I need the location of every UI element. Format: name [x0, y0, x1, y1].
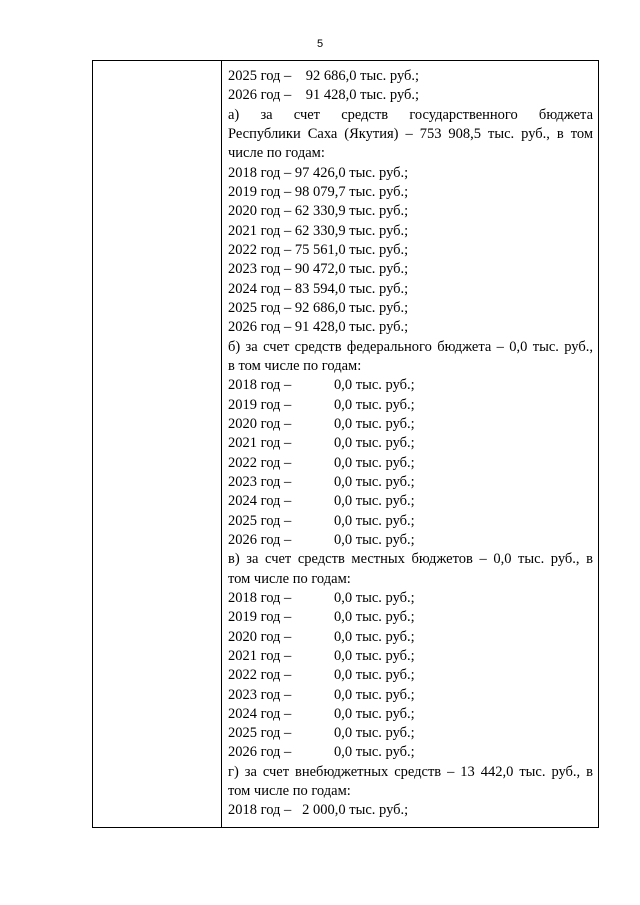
amount-value: 0,0 тыс. руб.;: [334, 589, 415, 606]
section-v-2018: [228, 589, 593, 608]
amount-value: 2 000,0 тыс. руб.;: [302, 802, 409, 819]
table-left-cell: [93, 61, 222, 827]
section-b-2018: [228, 376, 593, 395]
section-v-2019: [228, 608, 593, 627]
section-v-2021: [228, 647, 593, 666]
section-b-2021: [228, 434, 593, 453]
section-b-2022: [228, 454, 593, 473]
year-label: 2025 год –: [228, 512, 292, 529]
section-v-2026: [228, 743, 593, 762]
year-label: 2022 год –: [228, 667, 292, 684]
amount-value: 92 686,0 тыс. руб.;: [305, 68, 420, 84]
year-label: 2020 год –: [228, 628, 292, 645]
section-v-2020: [228, 628, 593, 647]
year-label: 2024 год –: [228, 493, 292, 510]
amount-value: 91 428,0 тыс. руб.;: [305, 87, 420, 104]
section-v-2022: [228, 666, 593, 685]
total-2025-line: [228, 67, 593, 86]
section-a-2022: 2022 год – 75 561,0 тыс. руб.;: [228, 241, 409, 258]
page-number: 5: [316, 38, 324, 50]
section-g-2018: [228, 801, 593, 820]
year-label: 2018 год –: [228, 377, 292, 394]
amount-value: 0,0 тыс. руб.;: [334, 415, 415, 432]
year-label: 2025 год –: [228, 68, 292, 84]
amount-value: 0,0 тыс. руб.;: [334, 686, 415, 703]
year-label: 2023 год –: [228, 686, 292, 703]
amount-value: 0,0 тыс. руб.;: [334, 705, 415, 722]
year-label: 2019 год –: [228, 609, 292, 626]
section-a-heading-line1: а) за счет средств государственного бюджета: [228, 106, 593, 123]
amount-value: 0,0 тыс. руб.;: [334, 454, 415, 471]
amount-value: 0,0 тыс. руб.;: [334, 744, 415, 761]
section-v-heading-line2: том числе по годам:: [228, 570, 351, 587]
year-label: 2025 год –: [228, 725, 292, 742]
year-label: 2023 год –: [228, 473, 292, 490]
section-b-2026: [228, 531, 593, 550]
year-label: 2026 год –: [228, 744, 292, 761]
section-b-2023: [228, 473, 593, 492]
year-label: 2026 год –: [228, 87, 292, 104]
section-b-2019: [228, 396, 593, 415]
year-label: 2026 год –: [228, 531, 292, 548]
section-g-heading-line1: г) за счет внебюджетных средств – 13 442,0 тыс. руб., в: [228, 763, 593, 780]
total-2026-line: [228, 86, 593, 105]
section-a-heading-line2: Республики Саха (Якутия) – 753 908,5 тыс. руб., в том: [228, 125, 593, 142]
content-table: [92, 60, 599, 828]
section-a-2021: 2021 год – 62 330,9 тыс. руб.;: [228, 222, 409, 239]
amount-value: 0,0 тыс. руб.;: [334, 435, 415, 452]
table-right-cell: [223, 61, 598, 821]
section-a-2018: 2018 год – 97 426,0 тыс. руб.;: [228, 164, 409, 181]
year-label: 2022 год –: [228, 454, 292, 471]
section-g-heading-line2: том числе по годам:: [228, 783, 351, 800]
year-label: 2018 год –: [228, 802, 292, 819]
section-a-2025: 2025 год – 92 686,0 тыс. руб.;: [228, 299, 409, 316]
amount-value: 0,0 тыс. руб.;: [334, 647, 415, 664]
section-b-2020: [228, 415, 593, 434]
year-label: 2018 год –: [228, 589, 292, 606]
section-b-2024: [228, 492, 593, 511]
section-v-heading-line1: в) за счет средств местных бюджетов – 0,0 тыс. руб., в: [228, 551, 593, 568]
year-label: 2021 год –: [228, 435, 292, 452]
amount-value: 0,0 тыс. руб.;: [334, 725, 415, 742]
section-b-heading-line2: в том числе по годам:: [228, 357, 362, 374]
year-label: 2019 год –: [228, 396, 292, 413]
amount-value: 0,0 тыс. руб.;: [334, 628, 415, 645]
amount-value: 0,0 тыс. руб.;: [334, 512, 415, 529]
amount-value: 0,0 тыс. руб.;: [334, 493, 415, 510]
section-a-2020: 2020 год – 62 330,9 тыс. руб.;: [228, 203, 409, 220]
amount-value: 0,0 тыс. руб.;: [334, 609, 415, 626]
section-v-2025: [228, 724, 593, 743]
section-v-2023: [228, 686, 593, 705]
amount-value: 0,0 тыс. руб.;: [334, 473, 415, 490]
year-label: 2021 год –: [228, 647, 292, 664]
year-label: 2024 год –: [228, 705, 292, 722]
year-label: 2020 год –: [228, 415, 292, 432]
section-v-2024: [228, 705, 593, 724]
section-a-heading-line3: числе по годам:: [228, 145, 325, 162]
amount-value: 0,0 тыс. руб.;: [334, 531, 415, 548]
section-a-2019: 2019 год – 98 079,7 тыс. руб.;: [228, 183, 409, 200]
amount-value: 0,0 тыс. руб.;: [334, 396, 415, 413]
section-b-heading-line1: б) за счет средств федерального бюджета – 0,0 тыс. руб.,: [228, 338, 593, 355]
section-a-2024: 2024 год – 83 594,0 тыс. руб.;: [228, 280, 409, 297]
section-a-2023: 2023 год – 90 472,0 тыс. руб.;: [228, 261, 409, 278]
section-a-2026: 2026 год – 91 428,0 тыс. руб.;: [228, 319, 409, 336]
section-b-2025: [228, 512, 593, 531]
amount-value: 0,0 тыс. руб.;: [334, 667, 415, 684]
amount-value: 0,0 тыс. руб.;: [334, 377, 415, 394]
